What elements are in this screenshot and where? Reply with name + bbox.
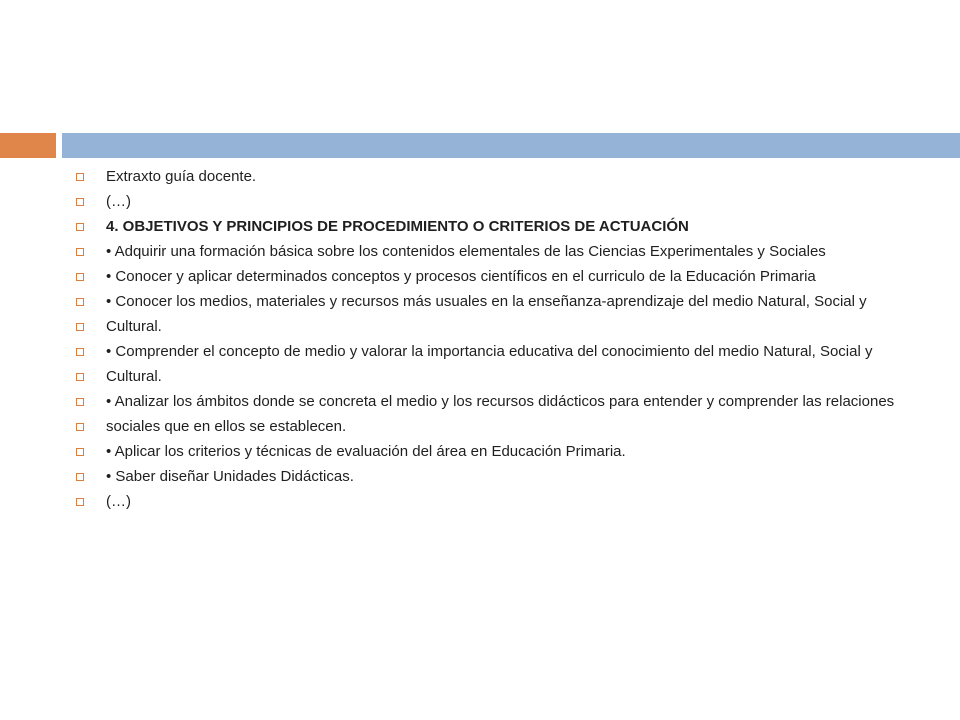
square-bullet-icon [76, 273, 84, 281]
square-bullet-icon [76, 498, 84, 506]
square-bullet-icon [76, 473, 84, 481]
square-bullet-icon [76, 248, 84, 256]
header-band-orange [0, 133, 56, 158]
list-item-text: sociales que en ellos se establecen. [106, 418, 347, 435]
square-bullet-icon [76, 373, 84, 381]
list-item [72, 493, 932, 510]
list-item [72, 393, 932, 410]
square-bullet-icon [76, 298, 84, 306]
section-heading-item [72, 218, 932, 235]
square-bullet-icon [76, 323, 84, 331]
square-bullet-icon [76, 423, 84, 431]
list-item-text: (…) [106, 193, 131, 210]
bullet-list [72, 168, 932, 518]
square-bullet-icon [76, 198, 84, 206]
section-heading: 4. OBJETIVOS Y PRINCIPIOS DE PROCEDIMIENTO O CRITERIOS DE ACTUACIÓN [106, 218, 689, 235]
list-item [72, 318, 932, 335]
list-item-text: Cultural. [106, 318, 162, 335]
list-item-text: • Adquirir una formación básica sobre los contenidos elementales de las Ciencias Experimentales y Sociales [106, 243, 826, 260]
list-item-text: • Comprender el concepto de medio y valorar la importancia educativa del conocimiento del medio Natural, Social y [106, 343, 873, 360]
list-item [72, 368, 932, 385]
square-bullet-icon [76, 448, 84, 456]
square-bullet-icon [76, 348, 84, 356]
list-item-text: (…) [106, 493, 131, 510]
list-item-text: • Conocer y aplicar determinados conceptos y procesos científicos en el curriculo de la Educación Primaria [106, 268, 816, 285]
list-item-text: • Aplicar los criterios y técnicas de evaluación del área en Educación Primaria. [106, 443, 626, 460]
list-item [72, 293, 932, 310]
header-band-blue [62, 133, 960, 158]
list-item-text: • Analizar los ámbitos donde se concreta el medio y los recursos didácticos para entender y comprender las relaciones [106, 393, 895, 410]
square-bullet-icon [76, 398, 84, 406]
list-item [72, 168, 932, 185]
list-item-text: Cultural. [106, 368, 162, 385]
list-item-text: • Saber diseñar Unidades Didácticas. [106, 468, 354, 485]
list-item [72, 418, 932, 435]
list-item [72, 468, 932, 485]
list-item-text: Extraxto guía docente. [106, 168, 257, 185]
square-bullet-icon [76, 173, 84, 181]
list-item-text: • Conocer los medios, materiales y recursos más usuales en la enseñanza-aprendizaje del medio Natural, Social y [106, 293, 867, 310]
list-item [72, 193, 932, 210]
square-bullet-icon [76, 223, 84, 231]
list-item [72, 343, 932, 360]
list-item [72, 243, 932, 260]
list-item [72, 268, 932, 285]
list-item [72, 443, 932, 460]
